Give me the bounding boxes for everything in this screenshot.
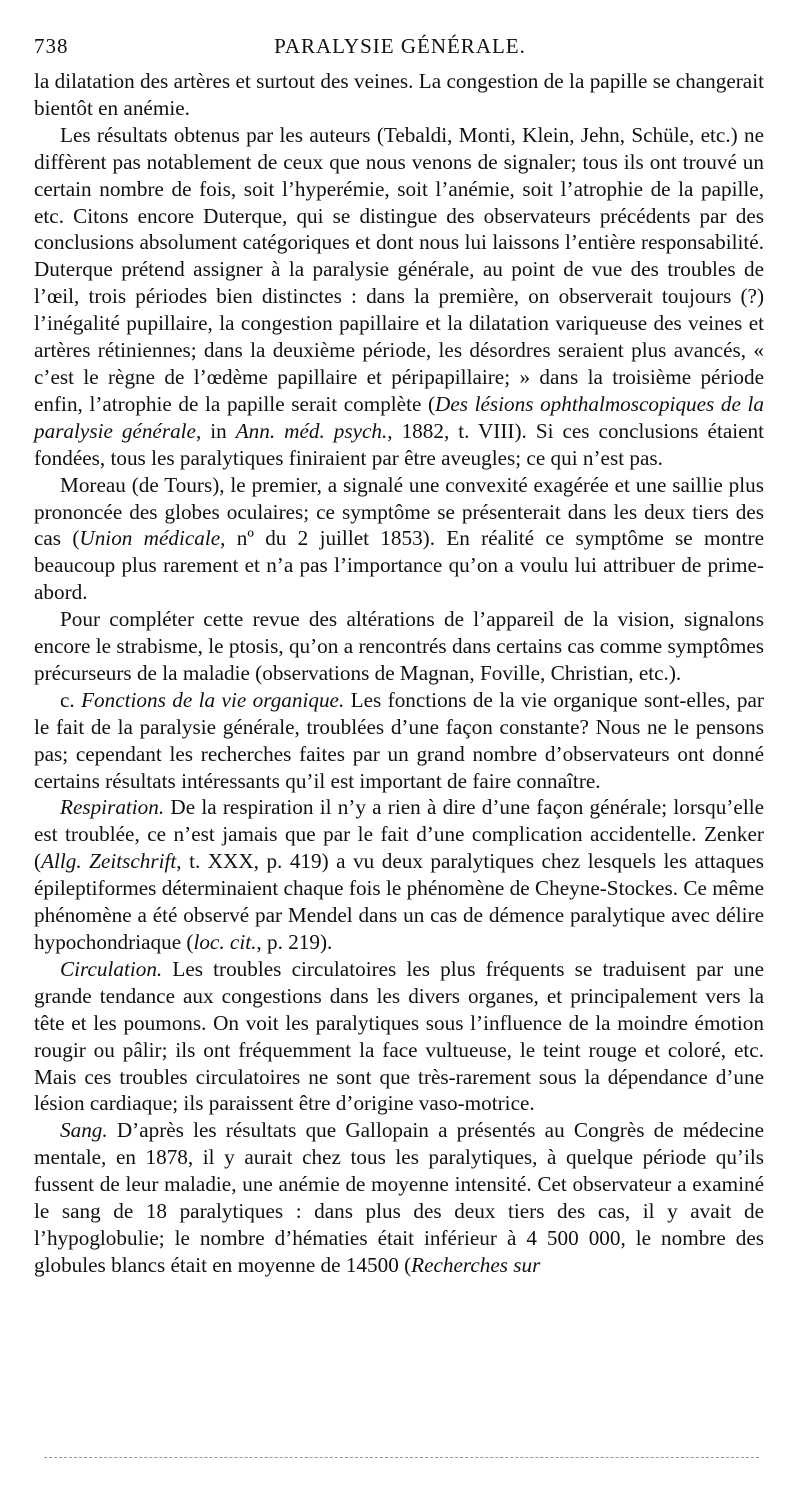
paragraph: Les résultats obtenus par les auteurs (Tebaldi, Monti, Klein, Jehn, Schüle, etc.) ne diffèrent pas notablement de ceux que nous venons de signaler; tous ils ont trouvé un certain nombre de fois, soit l’hyperémie, soit l’anémie, soit l’atrophie de la papille, etc. Citons encore Duterque, qui se distingue des observateurs précédents par des conclusions absolument catégoriques et dont nous lui laissons l’entière responsabilité. Duterque prétend assigner à la paralysie générale, au point de vue des troubles de l’œil, trois périodes bien distinctes : dans la première, on observerait toujours (?) l’inégalité pupillaire, la congestion papillaire et la dilatation variqueuse des veines et artères rétiniennes; dans la deuxième période, les désordres seraient plus avancés, « c’est le règne de l’œdème papillaire et péripapillaire; » dans la troisième période enfin, l’atrophie de la papille serait complète (Des lésions ophthalmoscopiques de la paralysie générale, in Ann. méd. psych., 1882, t. VIII). Si ces conclusions étaient fondées, tous les paralytiques finiraient par être aveugles; ce qui n’est pas.	[34, 122, 765, 470]
paragraph: Pour compléter cette revue des altérations de l’appareil de la vision, signalons encore le strabisme, le ptosis, qu’on a rencontrés dans certains cas comme symptômes précurseurs de la maladie (observations de Magnan, Foville, Christian, etc.).	[34, 607, 764, 685]
paragraph: Circulation. Les troubles circulatoires les plus fréquents se traduisent par une grande tendance aux congestions dans les divers organes, et principalement vers la tête et les poumons. On voit les paralytiques sous l’influence de la moindre émotion rougir ou pâlir; ils ont fréquemment la face vultueuse, le teint rouge et coloré, etc. Mais ces troubles circulatoires ne sont que très-rarement sous la dépendance d’une lésion cardiaque; ils paraissent être d’origine vaso-motrice.	[34, 956, 764, 1116]
paragraph: Sang. D’après les résultats que Gallopain a présentés au Congrès de médecine mentale, en 1878, il y aurait chez tous les paralytiques, à quelque période qu’ils fussent de leur maladie, une anémie de moyenne intensité. Cet observateur a examiné le sang de 18 paralytiques : dans plus des deux tiers des cas, il y avait de l’hypoglobulie; le nombre d’hématies était inférieur à 4 500 000, le nombre des globules blancs était en moyenne de 14500 (Recherches sur	[34, 1118, 764, 1277]
paragraph: Respiration. De la respiration il n’y a rien à dire d’une façon générale; lorsqu’elle est troublée, ce n’est jamais que par le fait d’une complication accidentelle. Zenker (Allg. Zeitschrift, t. XXX, p. 419) a vu deux paralytiques chez lesquels les attaques épileptiformes déterminaient chaque fois le phénomène de Cheyne-Stockes. Ce même phénomène a été observé par Mendel dans un cas de démence paralytique avec délire hypochondriaque (loc. cit., p. 219).	[34, 795, 764, 954]
page-number: 738	[34, 34, 69, 58]
paragraph: la dilatation des artères et surtout des veines. La congestion de la papille se changerait bientôt en anémie.	[34, 69, 764, 120]
running-title: PARALYSIE GÉNÉRALE.	[274, 34, 526, 58]
footer-rule	[44, 1457, 759, 1458]
page-header	[34, 34, 766, 64]
body-text	[34, 68, 764, 1279]
paragraph: Moreau (de Tours), le premier, a signalé une convexité exagérée et une saillie plus prononcée des globes oculaires; ce symptôme se présenterait dans les deux tiers des cas (Union médicale, nº du 2 juillet 1853). En réalité ce symptôme se montre beaucoup plus rarement et n’a pas l’importance qu’on a voulu lui attribuer de prime-abord.	[34, 472, 764, 605]
paragraph: c. Fonctions de la vie organique. Les fonctions de la vie organique sont-elles, par le fait de la paralysie générale, troublées d’une façon constante? Nous ne le pensons pas; cependant les recherches faites par un grand nombre d’observateurs ont donné certains résultats intéressants qu’il est important de faire connaître.	[34, 687, 764, 793]
